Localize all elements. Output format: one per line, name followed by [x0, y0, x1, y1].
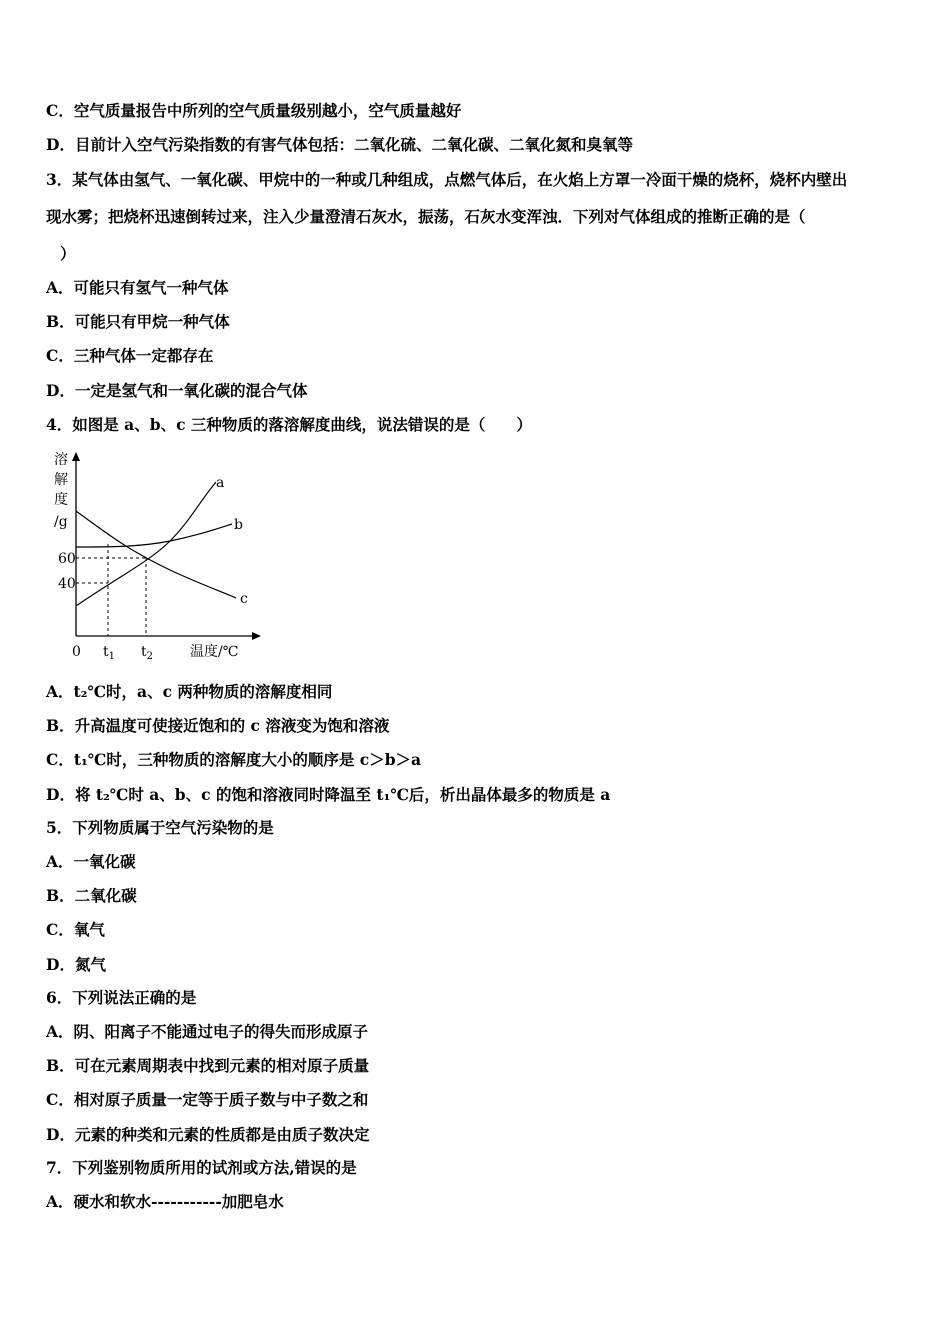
question-3-line-2: 现水雾；把烧杯迅速倒转过来，注入少量澄清石灰水，振荡，石灰水变浑浊．下列对气体组成的推断正确的是（	[46, 207, 806, 226]
q3-option-a: A．可能只有氢气一种气体	[46, 278, 229, 297]
y-label-char-3: 度	[54, 492, 68, 508]
q6-option-b: B．可在元素周期表中找到元素的相对原子质量	[46, 1056, 370, 1075]
label-c: c	[240, 591, 248, 607]
x-axis-arrow	[252, 632, 261, 640]
tick-40: 40	[58, 576, 76, 592]
curve-c	[76, 511, 236, 598]
option-c-air-quality: C．空气质量报告中所列的空气质量级别越小，空气质量越好	[46, 101, 462, 120]
y-label-char-2: 解	[54, 472, 68, 488]
tick-60: 60	[58, 551, 76, 567]
option-d-pollutants: D．目前计入空气污染指数的有害气体包括：二氧化硫、二氧化碳、二氧化氮和臭氧等	[46, 135, 633, 154]
question-3-line-1: 3．某气体由氢气、一氧化碳、甲烷中的一种或几种组成，点燃气体后，在火焰上方罩一冷面干燥的烧杯，烧杯内壁出	[46, 170, 848, 189]
y-label-char-4: /g	[54, 514, 68, 530]
solubility-chart-svg	[40, 446, 280, 668]
tick-t2: $t_2$	[141, 644, 154, 662]
q5-option-b: B．二氧化碳	[46, 886, 137, 905]
q4-option-c: C．t₁℃时，三种物质的溶解度大小的顺序是 c＞b＞a	[46, 750, 422, 769]
q5-option-a: A．一氧化碳	[46, 852, 136, 871]
y-label-char-1: 溶	[54, 452, 68, 468]
q3-option-b: B．可能只有甲烷一种气体	[46, 312, 230, 331]
question-6: 6．下列说法正确的是	[46, 988, 197, 1007]
curve-a	[76, 482, 216, 606]
question-5: 5．下列物质属于空气污染物的是	[46, 818, 274, 837]
label-a: a	[216, 475, 225, 491]
q6-option-d: D．元素的种类和元素的性质都是由质子数决定	[46, 1125, 370, 1144]
tick-t1: $t_1$	[103, 644, 116, 662]
q6-option-c: C．相对原子质量一定等于质子数与中子数之和	[46, 1090, 369, 1109]
solubility-chart	[40, 446, 280, 668]
y-axis-arrow	[72, 452, 80, 461]
q3-option-c: C．三种气体一定都存在	[46, 346, 214, 365]
q6-option-a: A．阴、阳离子不能通过电子的得失而形成原子	[46, 1022, 369, 1041]
question-7: 7．下列鉴别物质所用的试剂或方法,错误的是	[46, 1158, 357, 1177]
label-b: b	[234, 517, 243, 533]
q5-option-c: C．氧气	[46, 920, 105, 939]
x-axis-label: 温度/℃	[190, 644, 239, 660]
q4-option-a: A．t₂℃时，a、c 两种物质的溶解度相同	[46, 682, 333, 701]
q4-option-b: B．升高温度可使接近饱和的 c 溶液变为饱和溶液	[46, 716, 390, 735]
q3-option-d: D．一定是氢气和一氧化碳的混合气体	[46, 381, 308, 400]
question-4: 4．如图是 a、b、c 三种物质的落溶解度曲线，说法错误的是（ ）	[46, 415, 532, 434]
origin-label: 0	[72, 644, 81, 660]
q5-option-d: D．氮气	[46, 955, 106, 974]
question-3-line-3: ）	[60, 244, 76, 263]
q7-option-a: A．硬水和软水-----------加肥皂水	[46, 1192, 284, 1211]
q4-option-d: D．将 t₂℃时 a、b、c 的饱和溶液同时降温至 t₁℃后，析出晶体最多的物质是 a	[46, 785, 611, 804]
